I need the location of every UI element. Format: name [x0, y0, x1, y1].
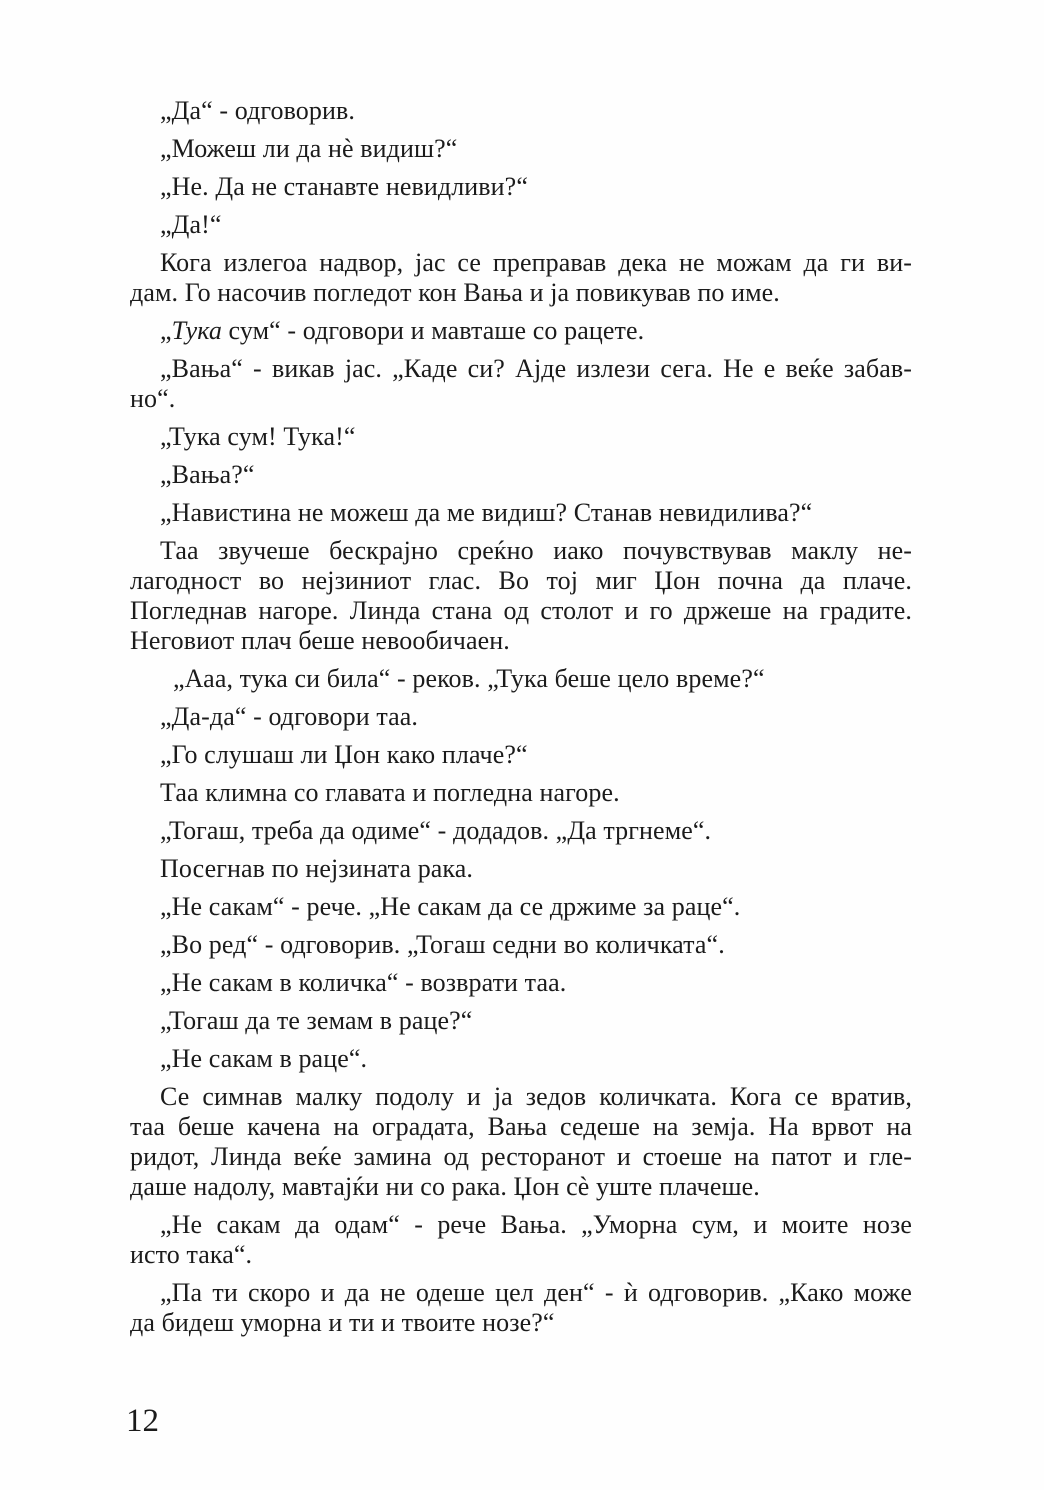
text-line [130, 740, 912, 770]
text-line [130, 134, 912, 164]
text-segment: Неговиот плач беше невообичаен. [130, 626, 510, 655]
text-segment: Погледнав нагоре. Линда стана од столот и го држеше на градите. [130, 596, 912, 625]
paragraph [130, 892, 912, 922]
text-segment: „Навистина не можеш да ме видиш? Станав невидилива?“ [160, 498, 813, 527]
text-segment: „Ааа, тука си била“ - реков. „Тука беше цело време?“ [173, 664, 765, 693]
text-segment: исто така“. [130, 1240, 253, 1269]
text-line [130, 596, 912, 626]
text-line [130, 248, 912, 278]
text-segment: Таа климна со главата и погледна нагоре. [160, 778, 620, 807]
text-segment: „Не сакам в количка“ - возврати таа. [160, 968, 567, 997]
paragraph [130, 96, 912, 126]
paragraph [130, 1044, 912, 1074]
text-segment: лагодност во нејзиниот глас. Во тој миг Џон почна да плаче. [130, 566, 912, 595]
text-line [130, 210, 912, 240]
text-line [130, 1082, 912, 1112]
text-segment: „Го слушаш ли Џон како плаче?“ [160, 740, 528, 769]
text-segment: „Не сакам да одам“ - рече Вања. „Уморна сум, и моите нозе [160, 1210, 912, 1239]
text-line [130, 854, 912, 884]
text-line [130, 702, 912, 732]
paragraph [130, 498, 912, 528]
text-line [130, 354, 912, 384]
paragraph [130, 702, 912, 732]
italic-text-segment: Тука [171, 316, 222, 345]
paragraph [130, 1006, 912, 1036]
text-line [130, 930, 912, 960]
text-line [130, 1006, 912, 1036]
text-line [130, 968, 912, 998]
paragraph [130, 354, 912, 414]
text-line [130, 498, 912, 528]
text-line [130, 278, 912, 308]
text-line [130, 778, 912, 808]
text-segment: ридот, Линда веќе замина од ресторанот и стоеше на патот и гле- [130, 1142, 912, 1171]
text-line [130, 96, 912, 126]
page-text [130, 96, 912, 1338]
text-segment: „Вања“ - викав јас. „Каде си? Ајде излези сега. Не е веќе забав- [160, 354, 912, 383]
text-line [130, 1210, 912, 1240]
paragraph [130, 664, 912, 694]
text-line [130, 1240, 912, 1270]
paragraph [130, 536, 912, 656]
text-segment: даше надолу, мавтајќи ни со рака. Џон сѐ уште плачеше. [130, 1172, 760, 1201]
text-segment: Посегнав по нејзината рака. [160, 854, 474, 883]
text-segment: дам. Го насочив погледот кон Вања и ја повикував по име. [130, 278, 780, 307]
text-line [130, 1112, 912, 1142]
paragraph [130, 930, 912, 960]
text-segment: да бидеш уморна и ти и твоите нозе?“ [130, 1308, 555, 1337]
text-segment: Таа звучеше бескрајно среќно иако почувствував маклу не- [160, 536, 912, 565]
paragraph [130, 740, 912, 770]
text-segment: „Во ред“ - одговорив. „Тогаш седни во количката“. [160, 930, 725, 959]
text-segment: „Вања?“ [160, 460, 255, 489]
text-line [130, 566, 912, 596]
text-line [130, 1172, 912, 1202]
text-line [130, 892, 912, 922]
text-segment: „Тука сум! Тука!“ [160, 422, 356, 451]
page-number: 12 [126, 1403, 159, 1439]
text-segment: „Не сакам в раце“. [160, 1044, 368, 1073]
text-line [130, 1142, 912, 1172]
paragraph [130, 210, 912, 240]
paragraph [130, 172, 912, 202]
paragraph [130, 968, 912, 998]
text-segment: Се симнав малку подолу и ја зедов количката. Кога се вратив, [160, 1082, 912, 1111]
paragraph [130, 1278, 912, 1338]
text-line [130, 172, 912, 202]
text-segment: „Да!“ [160, 210, 222, 239]
text-line [130, 816, 912, 846]
text-segment: „Па ти скоро и да не одеше цел ден“ - ѝ одговорив. „Како може [160, 1278, 912, 1307]
paragraph [130, 1082, 912, 1202]
paragraph [130, 316, 912, 346]
text-line [130, 460, 912, 490]
text-segment: сум“ - одговори и мавташе со рацете. [221, 316, 645, 345]
text-segment: „Да“ - одговорив. [160, 96, 355, 125]
paragraph [130, 816, 912, 846]
text-segment: „Не сакам“ - рече. „Не сакам да се држиме за раце“. [160, 892, 741, 921]
text-segment: „ [160, 316, 172, 345]
paragraph [130, 778, 912, 808]
text-segment: „Тогаш, треба да одиме“ - додадов. „Да тргнеме“. [160, 816, 712, 845]
text-line [130, 626, 912, 656]
text-line [130, 316, 912, 346]
paragraph [130, 854, 912, 884]
text-segment: Кога излегоа надвор, јас се преправав дека не можам да ги ви- [160, 248, 912, 277]
text-line [130, 664, 912, 694]
text-line [130, 1308, 912, 1338]
text-segment: „Да-да“ - одговори таа. [160, 702, 419, 731]
text-line [130, 536, 912, 566]
text-segment: „Можеш ли да нѐ видиш?“ [160, 134, 458, 163]
text-segment: но“. [130, 384, 176, 413]
text-segment: „Не. Да не станавте невидливи?“ [160, 172, 528, 201]
text-line [130, 422, 912, 452]
text-line [130, 384, 912, 414]
paragraph [130, 460, 912, 490]
text-segment: таа беше качена на оградата, Вања седеше на земја. На врвот на [130, 1112, 912, 1141]
text-line [130, 1278, 912, 1308]
paragraph [130, 422, 912, 452]
paragraph [130, 134, 912, 164]
paragraph [130, 248, 912, 308]
paragraph [130, 1210, 912, 1270]
text-line [130, 1044, 912, 1074]
text-segment: „Тогаш да те земам в раце?“ [160, 1006, 473, 1035]
